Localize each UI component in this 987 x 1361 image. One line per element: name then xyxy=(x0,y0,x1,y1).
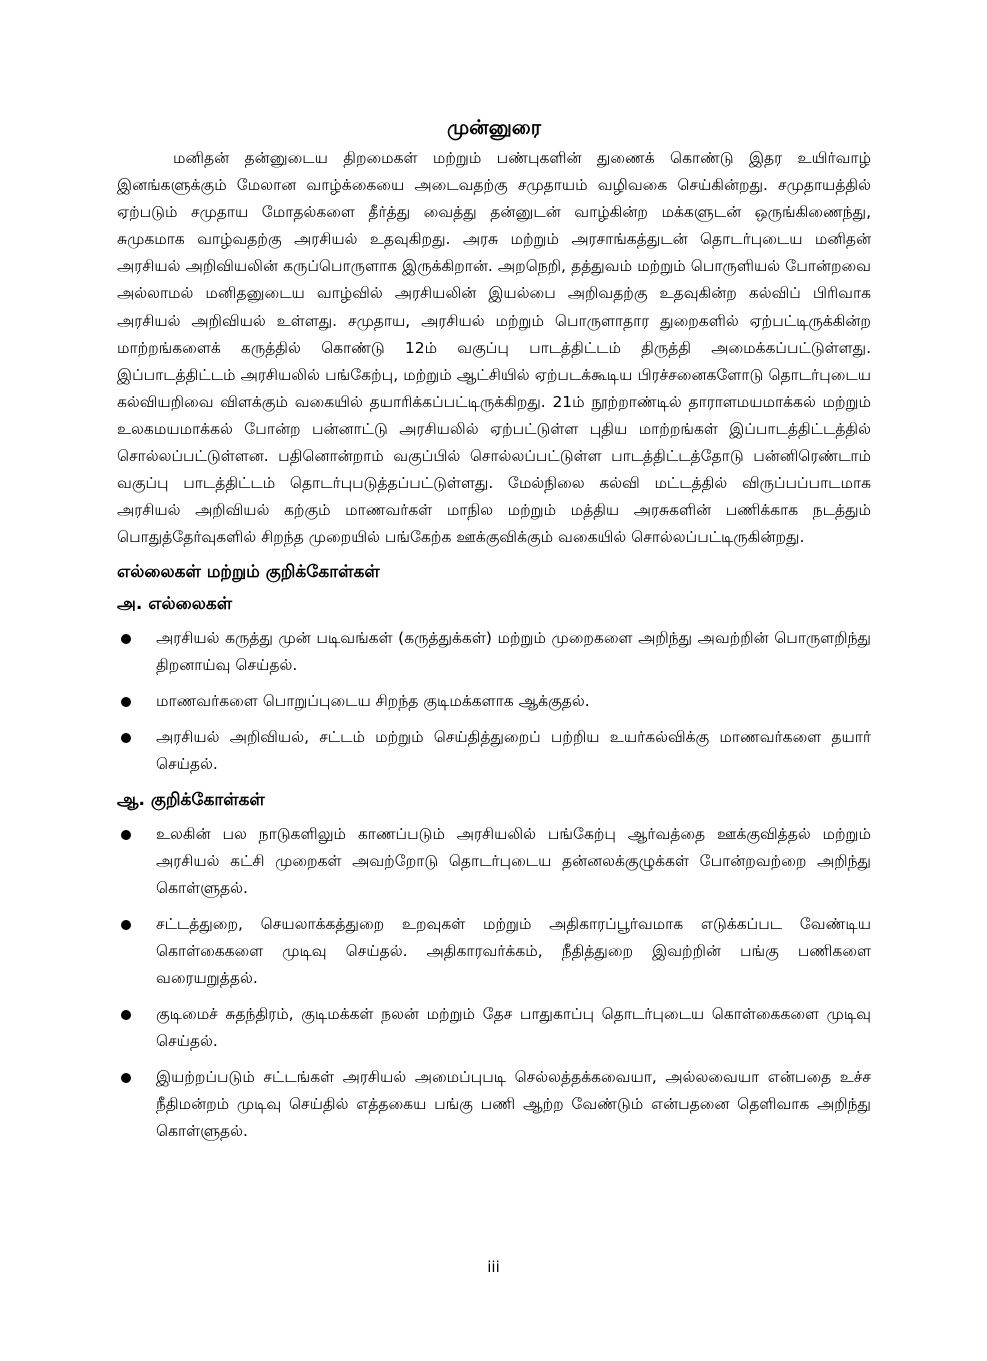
list-item xyxy=(117,688,871,715)
scope-list xyxy=(117,625,871,778)
list-item xyxy=(117,821,871,902)
list-item-text: அரசியல் அறிவியல், சட்டம் மற்றும் செய்தித்துறைப் பற்றிய உயர்கல்விக்கு மாணவர்களை தயார் செய்தல். xyxy=(156,728,871,774)
bullet-icon xyxy=(121,697,131,707)
page-number: iii xyxy=(487,1258,500,1276)
intro-paragraph: மனிதன் தன்னுடைய திறமைகள் மற்றும் பண்புகளின் துணைக் கொண்டு இதர உயிர்வாழ் இனங்களுக்கும் மேலான வாழ்க்கையை அடைவதற்கு சமுதாயம் வழிவகை செய்கின்றது. சமுதாயத்தில் ஏற்படும் சமுதாய மோதல்களை தீர்த்து வைத்து தன்னுடன் வாழ்கின்ற மக்களுடன் ஒருங்கிணைந்து, சுமுகமாக வாழ்வதற்கு அரசியல் உதவுகிறது. அரசு மற்றும் அரசாங்கத்துடன் தொடர்புடைய மனிதன் அரசியல் அறிவியலின் கருப்பொருளாக இருக்கிறான். அறநெறி, தத்துவம் மற்றும் பொருளியல் போன்றவை அல்லாமல் மனிதனுடைய வாழ்வில் அரசியலின் இயல்பை அறிவதற்கு உதவுகின்ற கல்விப் பிரிவாக அரசியல் அறிவியல் உள்ளது. சமுதாய, அரசியல் மற்றும் பொருளாதார துறைகளில் ஏற்பட்டிருக்கின்ற மாற்றங்களைக் கருத்தில் கொண்டு 12ம் வகுப்பு பாடத்திட்டம் திருத்தி அமைக்கப்பட்டுள்ளது. இப்பாடத்திட்டம் அரசியலில் பங்கேற்பு, மற்றும் ஆட்சியில் ஏற்படக்கூடிய பிரச்சனைகளோடு தொடர்புடைய கல்வியறிவை விளக்கும் வகையில் தயாரிக்கப்பட்டிருக்கிறது. 21ம் நூற்றாண்டில் தாராளமயமாக்கல் மற்றும் உலகமயமாக்கல் போன்ற பன்னாட்டு அரசியலில் ஏற்பட்டுள்ள புதிய மாற்றங்கள் இப்பாடத்திட்டத்தில் சொல்லப்பட்டுள்ளன. பதினொன்றாம் வகுப்பில் சொல்லப்பட்டுள்ள பாடத்திட்டத்தோடு பன்னிரெண்டாம் வகுப்பு பாடத்திட்டம் தொடர்புபடுத்தப்பட்டுள்ளது. மேல்நிலை கல்வி மட்டத்தில் விருப்பப்பாடமாக அரசியல் அறிவியல் கற்கும் மாணவர்கள் மாநில மற்றும் மத்திய அரசுகளின் பணிக்காக நடத்தும் பொதுத்தேர்வுகளில் சிறந்த முறையில் பங்கேற்க ஊக்குவிக்கும் வகையில் சொல்லப்பட்டிருகின்றது. xyxy=(117,149,871,547)
list-item xyxy=(117,1001,871,1055)
list-item-text: இயற்றப்படும் சட்டங்கள் அரசியல் அமைப்புபடி செல்லத்தக்கவையா, அல்லவையா என்பதை உச்ச நீதிமன்றம் முடிவு செய்தில் எத்தகைய பங்கு பணி ஆற்ற வேண்டும் என்பதனை தெளிவாக அறிந்து கொள்ளுதல். xyxy=(156,1068,871,1141)
bullet-icon xyxy=(121,1073,131,1083)
objectives-heading: ஆ. குறிக்கோள்கள் xyxy=(117,790,265,811)
list-item xyxy=(117,625,871,679)
list-item-text: சட்டத்துறை, செயலாக்கத்துறை உறவுகள் மற்றும் அதிகாரப்பூர்வமாக எடுக்கப்பட வேண்டிய கொள்கைகளை முடிவு செய்தல். அதிகாரவர்க்கம், நீதித்துறை இவற்றின் பங்கு பணிகளை வரையறுத்தல். xyxy=(156,915,871,988)
list-item xyxy=(117,724,871,778)
bullet-icon xyxy=(121,1010,131,1020)
list-item xyxy=(117,911,871,992)
section-heading: எல்லைகள் மற்றும் குறிக்கோள்கள் xyxy=(117,562,380,583)
bullet-icon xyxy=(121,733,131,743)
list-item-text: அரசியல் கருத்து முன் படிவங்கள் (கருத்துக்கள்) மற்றும் முறைகளை அறிந்து அவற்றின் பொருளறிந்து திறனாய்வு செய்தல். xyxy=(156,629,871,675)
objectives-list xyxy=(117,821,871,1145)
scope-heading: அ. எல்லைகள் xyxy=(117,594,233,615)
page-title: முன்னுரை xyxy=(446,115,542,139)
list-item-text: உலகின் பல நாடுகளிலும் காணப்படும் அரசியலில் பங்கேற்பு ஆர்வத்தை ஊக்குவித்தல் மற்றும் அரசியல் கட்சி முறைகள் அவற்றோடு தொடர்புடைய தன்னலக்குழுக்கள் போன்றவற்றை அறிந்து கொள்ளுதல். xyxy=(156,825,871,898)
bullet-icon xyxy=(121,830,131,840)
list-item-text: குடிமைச் சுதந்திரம், குடிமக்கள் நலன் மற்றும் தேச பாதுகாப்பு தொடர்புடைய கொள்கைகளை முடிவு செய்தல். xyxy=(156,1005,871,1051)
list-item xyxy=(117,1064,871,1145)
document-page xyxy=(117,112,871,1154)
bullet-icon xyxy=(121,634,131,644)
bullet-icon xyxy=(121,920,131,930)
list-item-text: மாணவர்களை பொறுப்புடைய சிறந்த குடிமக்களாக ஆக்குதல். xyxy=(156,692,590,711)
